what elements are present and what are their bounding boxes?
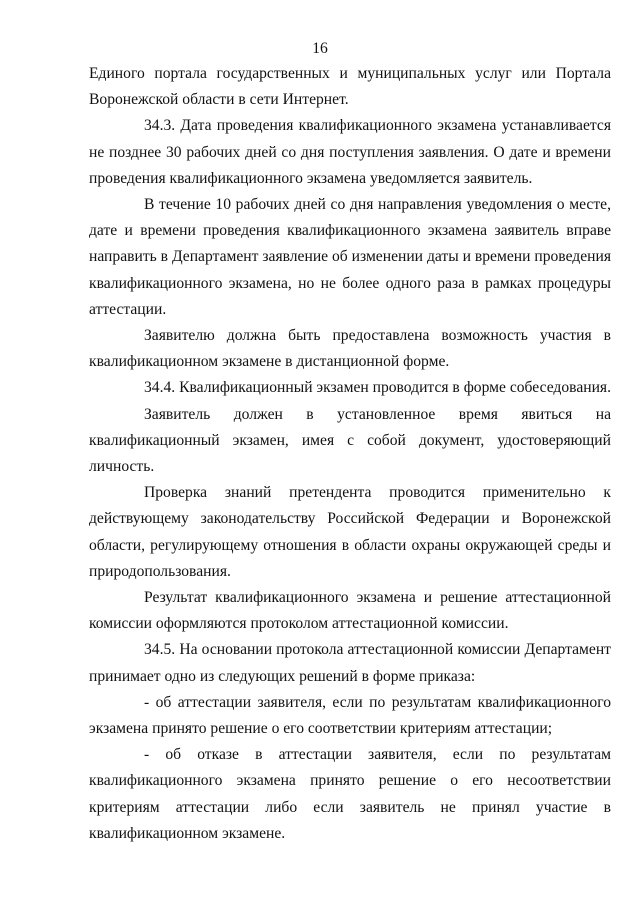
list-item-attestation-refused: - об отказе в аттестации заявителя, если по результатам квалификационного экзамена принято решение о его несоответствии критериям аттестации либо если заявитель не принял участие в квалификационном экзамене.: [89, 746, 611, 842]
list-item-attestation-granted: - об аттестации заявителя, если по результатам квалификационного экзамена принято решение о его соответствии критериям аттестации;: [89, 693, 611, 738]
document-body: [89, 61, 611, 847]
page-number: 16: [312, 40, 328, 57]
paragraph-34-3: 34.3. Дата проведения квалификационного экзамена устанавливается не позднее 30 рабочих дней со дня поступления заявления. О дате и времени проведения квалификационного экзамена уведомляется заявитель.: [89, 117, 611, 187]
paragraph-remote-participation: Заявителю должна быть предоставлена возможность участия в квалификационном экзамене в дистанционной форме.: [89, 327, 611, 371]
paragraph-continuation: Единого портала государственных и муниципальных услуг или Портала Воронежской области в сети Интернет.: [89, 65, 611, 109]
paragraph-exam-result: Результат квалификационного экзамена и решение аттестационной комиссии оформляются протоколом аттестационной комиссии.: [89, 589, 611, 633]
paragraph-reschedule-request: В течение 10 рабочих дней со дня направления уведомления о месте, дате и времени проведения квалификационного экзамена заявитель вправе направить в Департамент заявление об изменении даты и времени проведения квалификационного экзамена, но не более одного раза в рамках процедуры аттестации.: [89, 196, 611, 318]
paragraph-34-4: 34.4. Квалификационный экзамен проводится в форме собеседования.: [144, 379, 611, 397]
paragraph-identity-document: Заявитель должен в установленное время явиться на квалификационный экзамен, имея с собой документ, удостоверяющий личность.: [89, 405, 611, 476]
paragraph-34-5: 34.5. На основании протокола аттестационной комиссии Департамент принимает одно из следующих решений в форме приказа:: [89, 641, 611, 685]
paragraph-knowledge-check: Проверка знаний претендента проводится применительно к действующему законодательству Российской Федерации и Воронежской области, регулирующему отношения в области охраны окружающей среды и природопользования.: [89, 484, 611, 580]
